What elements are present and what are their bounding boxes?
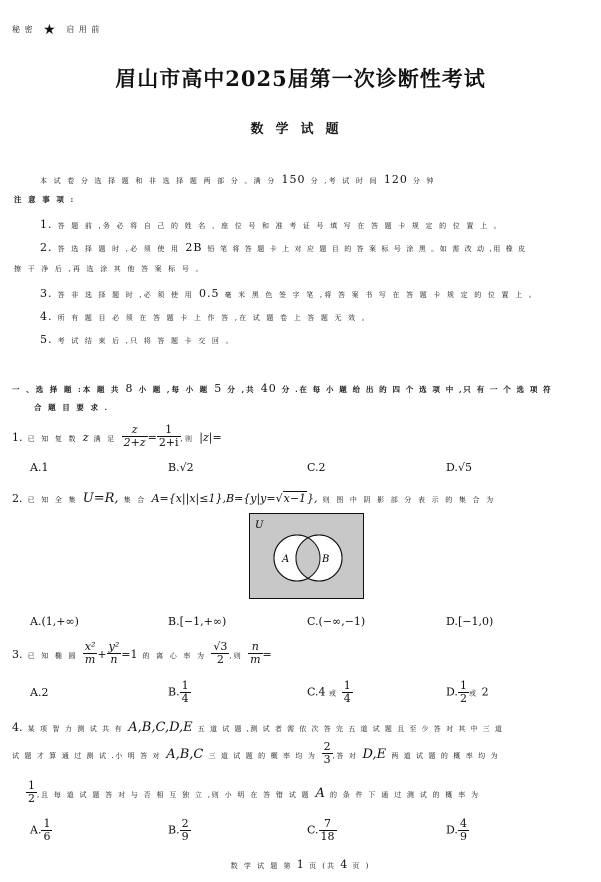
- question-4-line-2: 试 题 才 算 通 过 测 试 .小 明 答 对 A,B,C 三 道 试 题 的 概 率 均 为 $\frac{2}{3}$ ,答 对 D,E 两 道 试 题 的 概 率 均 为: [12, 740, 500, 766]
- note-4: [40, 305, 371, 324]
- note-pen: 0.5: [198, 287, 220, 300]
- question-number: 4.: [12, 721, 23, 734]
- option-a: A. $\frac{1}{6}$: [30, 817, 51, 843]
- question-4-line-3: $\frac{1}{2}$ ,且 每 道 试 题 答 对 与 否 相 互 独 立 ,则 小 明 在 答 错 试 题 A 的 条 件 下 通 过 测 试 的 概 率 为: [28, 779, 480, 805]
- note-number: 5.: [40, 333, 53, 346]
- fraction: $\frac{z}{2+z}$: [123, 423, 146, 449]
- option-c: C. $\frac{7}{18}$: [307, 817, 335, 843]
- venn-label-a: A: [282, 554, 290, 565]
- option-c: C.2: [307, 461, 326, 474]
- fraction: $\frac{\text{y²}}{n}$: [108, 640, 120, 666]
- note-text: 毫 米 黑 色 签 字 笔 ,将 答 案 书 写 在 答 题 卡 规 定 的 位 置 上 。: [224, 291, 538, 299]
- page-title: 眉山市高中2025届第一次诊断性考试: [115, 66, 486, 91]
- fraction: $\frac{1}{2}$: [28, 779, 35, 805]
- fraction: $\frac{1}{2+i}$: [158, 423, 179, 449]
- status-label: 启 用 前: [66, 25, 101, 34]
- fraction: $\frac{2}{3}$: [323, 740, 331, 766]
- option-d: D. $\frac{1}{2}$ 或 2: [446, 679, 489, 705]
- note-3: [40, 282, 538, 301]
- option-b: B. $\frac{1}{4}$: [168, 679, 189, 705]
- note-1: [40, 213, 503, 232]
- note-text: 所 有 题 目 必 须 在 答 题 卡 上 作 答 ,在 试 题 卷 上 答 题 无 效 。: [57, 314, 371, 322]
- star-icon: ★: [43, 22, 57, 38]
- note-text: 答 题 前 ,务 必 将 自 己 的 姓 名 、座 位 号 和 准 考 证 号 填 写 在 答 题 卡 规 定 的 位 置 上 。: [57, 222, 503, 230]
- secret-label: 秘 密: [12, 25, 34, 34]
- note-text: 铅 笔 将 答 题 卡 上 对 应 题 目 的 答 案 标 号 涂 黑 。如 需 改 动 ,用 橡 皮: [207, 245, 527, 253]
- intro-line: [40, 168, 436, 187]
- venn-label-b: B: [322, 554, 330, 565]
- option-a: A.(1,+∞): [30, 615, 79, 628]
- intro-time: 120: [383, 173, 408, 186]
- note-number: 2.: [40, 241, 53, 254]
- question-4: 4. 某 项 智 力 测 试 共 有 A,B,C,D,E 五 道 试 题 ,测 试 者 需 依 次 答 完 五 道 试 题 且 至 少 答 对 其 中 三 道: [12, 720, 504, 735]
- note-text: 答 非 选 择 题 时 ,必 须 使 用: [57, 291, 194, 299]
- option-c: C.(−∞,−1): [307, 615, 366, 628]
- question-number: 1.: [12, 431, 23, 444]
- note-text: 答 选 择 题 时 ,必 须 使 用: [57, 245, 181, 253]
- venn-diagram: [249, 513, 365, 599]
- note-text: 考 试 结 束 后 ,只 将 答 题 卡 交 回 。: [57, 337, 235, 345]
- question-1: 1. 已 知 复 数 z 满 足 $\frac{z}{2+z}$ = $\frac{1}{2+i}$ ,则 |z|=: [12, 423, 222, 449]
- note-number: 1.: [40, 218, 53, 231]
- fraction: $\frac{√3}{2}$: [213, 640, 228, 666]
- notes-heading: 注 意 事 项 :: [14, 195, 76, 204]
- intro-mid: 分 ,考 试 时 间: [310, 177, 379, 185]
- note-pencil: 2B: [185, 241, 203, 254]
- option-a: A.2: [30, 686, 49, 699]
- question-number: 3.: [12, 648, 23, 661]
- page-footer: 数 学 试 题 第 1 页 (共 4 页 ): [230, 858, 371, 871]
- option-d: D.√5: [446, 461, 472, 474]
- option-b: B.√2: [168, 461, 194, 474]
- section-heading-cont: 合 题 目 要 求 .: [34, 403, 110, 412]
- fraction: $\frac{n}{m}$: [250, 640, 261, 666]
- option-d: D.[−1,0): [446, 615, 494, 628]
- fraction: $\frac{\text{x²}}{m}$: [84, 640, 96, 666]
- note-2: [40, 236, 527, 255]
- option-a: A.1: [30, 461, 49, 474]
- question-number: 2.: [12, 492, 23, 505]
- intro-score: 150: [281, 173, 306, 186]
- question-3: 3. 已 知 椭 圆 $\frac{\text{x²}}{m}$ + $\frac{\text{y²}}{n}$ =1 的 离 心 率 为 $\frac{√3}{2}$ ,则 $\frac{n}{m}$ =: [12, 640, 272, 666]
- note-number: 4.: [40, 310, 53, 323]
- section-heading: 一 、选 择 题 :本 题 共 8 小 题 ,每 小 题 5 分 ,共 40 分 .在 每 小 题 给 出 的 四 个 选 项 中 ,只 有 一 个 选 项 符: [12, 382, 553, 395]
- question-2: 2. 已 知 全 集 U=R, 集 合 A={x||x|≤1},B={y|y=√x−1}, 则 图 中 阴 影 部 分 表 示 的 集 合 为: [12, 491, 496, 506]
- note-5: [40, 328, 235, 347]
- option-b: B. $\frac{2}{9}$: [168, 817, 189, 843]
- header-line: [12, 22, 100, 38]
- note-2-cont: 擦 干 净 后 ,再 选 涂 其 他 答 案 标 号 。: [14, 265, 205, 273]
- option-c: C.4 或 $\frac{1}{4}$: [307, 679, 351, 705]
- option-d: D. $\frac{4}{9}$: [446, 817, 467, 843]
- intro-post: 分 钟: [412, 177, 436, 185]
- note-number: 3.: [40, 287, 53, 300]
- option-b: B.[−1,+∞): [168, 615, 227, 628]
- venn-label-u: U: [255, 520, 264, 531]
- page-subtitle: 数学试题: [250, 122, 351, 137]
- intro-pre: 本 试 卷 分 选 择 题 和 非 选 择 题 两 部 分 。满 分: [40, 177, 277, 185]
